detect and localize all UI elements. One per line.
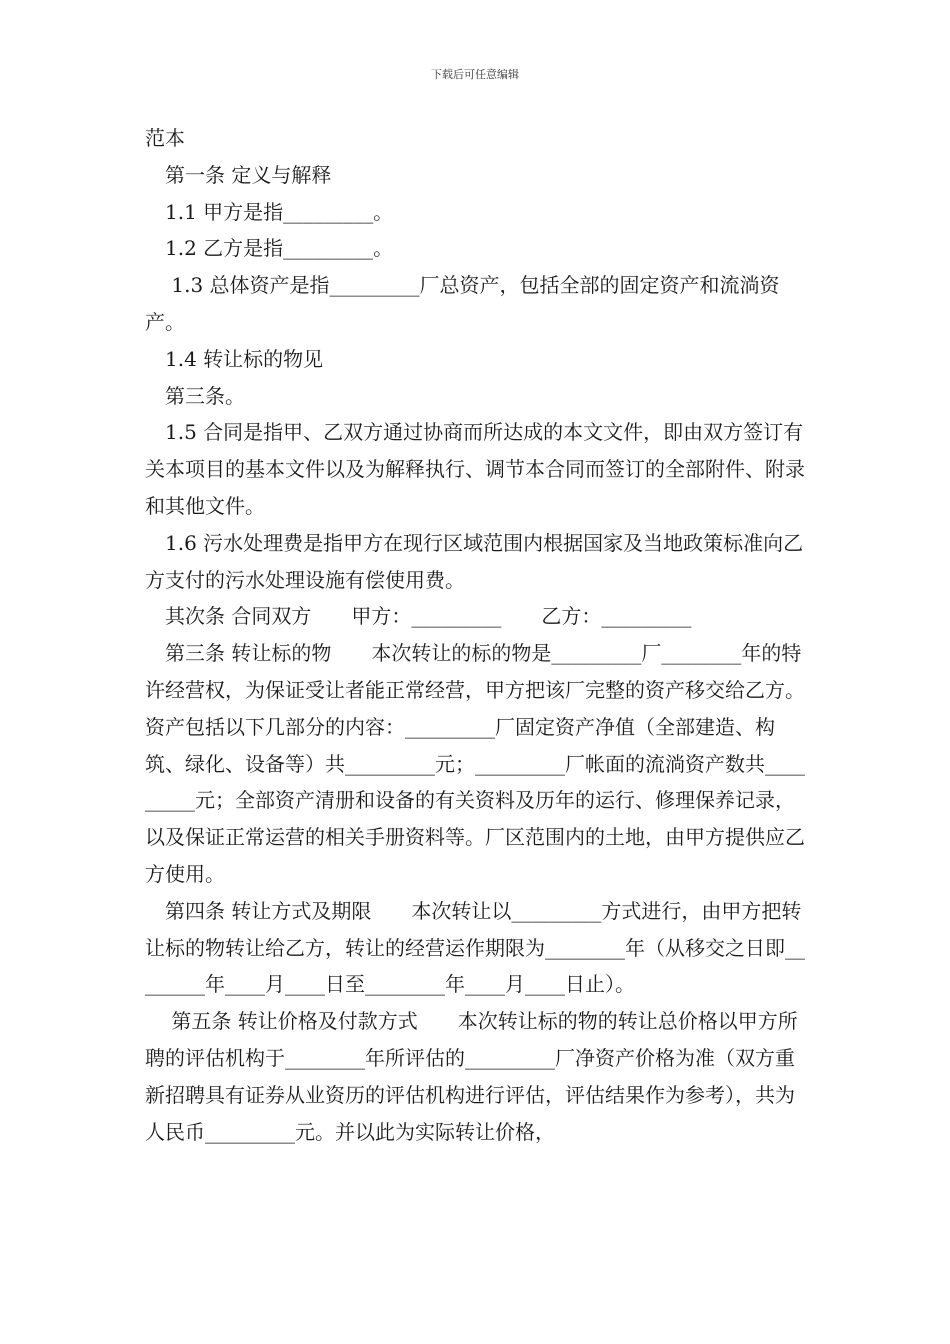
article-5-price-payment: 第五条 转让价格及付款方式 本次转让标的物的转让总价格以甲方所聘的评估机构于________年所评估的_________厂净资产价格为准（双方重新招聘具有证券从业资历的评估机构进行评估，评估结果作为参考），共为人民币_________元。并以此为实际转让价格， <box>145 1009 798 1144</box>
article-1-heading: 第一条 定义与解释 <box>165 162 332 187</box>
doc-title: 范本 <box>145 126 185 150</box>
article-2-parties: 其次条 合同双方 甲方：_________ 乙方：_________ <box>165 604 692 629</box>
clause-1-2: 1.2 乙方是指_________。 <box>165 236 394 261</box>
article-3-subject: 第三条 转让标的物 本次转让的标的物是_________厂________年的特许经营权，为保证受让者能正常经营，甲方把该厂完整的资产移交给乙方。资产包括以下几部分的内容：_________厂固定资产净值（全部建造、构筑、绿化、设备等）共_________元；_________厂帐面的流淌资产数共_________元；全部资产清册和设备的有关资料及历年的运行、修理保养记录，以及保证正常运营的相关手册资料等。厂区范围内的土地，由甲方提供应乙方使用。 <box>145 641 805 886</box>
clause-1-6: 1.6 污水处理费是指甲方在现行区域范围内根据国家及当地政策标准向乙方支付的污水处理设施有偿使用费。 <box>145 530 804 592</box>
clause-1-5: 1.5 合同是指甲、乙双方通过协商而所达成的本文文件，即由双方签订有关本项目的基本文件以及为解释执行、调节本合同而签订的全部附件、附录和其他文件。 <box>145 420 805 518</box>
clause-1-3: 1.3 总体资产是指_________厂总资产，包括全部的固定资产和流淌资产。 <box>145 273 780 334</box>
clause-1-1: 1.1 甲方是指_________。 <box>165 199 394 224</box>
page-header: 下载后可任意编辑 <box>431 68 519 81</box>
article-4-method-term: 第四条 转让方式及期限 本次转让以_________方式进行，由甲方把转让标的物转让给乙方，转让的经营运作期限为________年（从移交之日即________年____月____日至________年____月____日止）。 <box>145 898 805 997</box>
clause-1-4: 1.4 转让标的物见 <box>165 346 324 371</box>
clause-1-4-ref: 第三条。 <box>165 383 245 408</box>
document-body <box>145 120 809 1150</box>
